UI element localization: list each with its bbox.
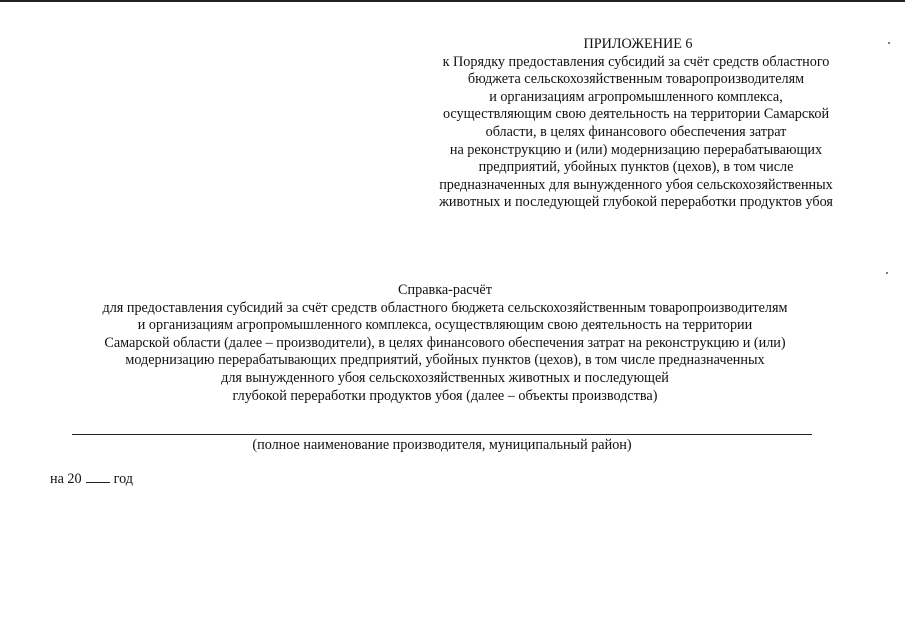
certificate-title: Справка-расчёт — [398, 282, 492, 298]
appendix-line: бюджета сельскохозяйственным товаропроизводителям — [467, 71, 805, 88]
appendix-line: предназначенных для вынужденного убоя сельскохозяйственных — [439, 176, 833, 193]
certificate-line: и организациям агропромышленного комплекса, осуществляющим свою деятельность на территории — [137, 317, 753, 334]
producer-name-field[interactable] — [72, 434, 812, 435]
year-suffix: год — [113, 471, 133, 487]
certificate-line: глубокой переработки продуктов убоя (далее – объекты производства) — [232, 387, 658, 404]
appendix-title: ПРИЛОЖЕНИЕ 6 — [583, 36, 693, 52]
year-prefix: на 20 — [50, 471, 82, 487]
appendix-line: и организациям агропромышленного комплекса, — [489, 88, 783, 105]
certificate-line: модернизацию перерабатывающих предприятий, убойных пунктов (цехов), в том числе предназначенных — [125, 352, 765, 369]
producer-name-caption: (полное наименование производителя, муниципальный район) — [252, 437, 632, 453]
appendix-line: на реконструкцию и (или) модернизацию перерабатывающих — [449, 141, 823, 158]
year-row — [50, 470, 133, 489]
certificate-line: для предоставления субсидий за счёт средств областного бюджета сельскохозяйственным товаропроизводителям — [102, 299, 788, 316]
certificate-line: для вынужденного убоя сельскохозяйственных животных и последующей — [221, 369, 669, 386]
appendix-line: области, в целях финансового обеспечения затрат — [485, 123, 787, 140]
year-field[interactable] — [86, 470, 110, 483]
appendix-line: животных и последующей глубокой переработки продуктов убоя — [439, 194, 833, 211]
scan-speck — [886, 272, 888, 274]
certificate-line: Самарской области (далее – производители), в целях финансового обеспечения затрат на реконструкцию и (или) — [104, 334, 786, 351]
appendix-line: осуществляющим свою деятельность на территории Самарской — [442, 106, 830, 123]
appendix-header — [410, 36, 862, 212]
certificate-heading — [40, 282, 850, 405]
scan-speck — [888, 42, 890, 44]
appendix-line: к Порядку предоставления субсидий за счёт средств областного — [442, 53, 830, 70]
appendix-line: предприятий, убойных пунктов (цехов), в том числе — [478, 159, 794, 176]
page-top-border — [0, 0, 905, 2]
